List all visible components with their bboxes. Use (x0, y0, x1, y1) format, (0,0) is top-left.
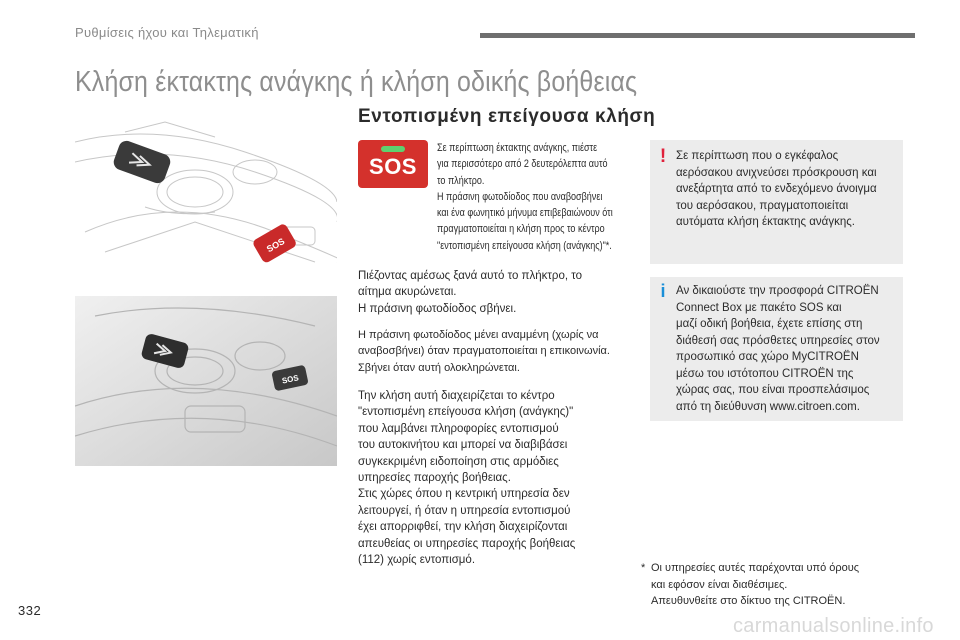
text-line: και εφόσον είναι διαθέσιμες. (651, 578, 788, 591)
text-line: μέσω του ιστότοπου CITROËN της (676, 367, 854, 380)
chapter-header: Ρυθμίσεις ήχου και Τηλεματική (75, 25, 259, 40)
text-line: Η πράσινη φωτοδίοδος μένει αναμμένη (χωρίς να (358, 329, 599, 341)
text-line: του αερόσακου, πραγματοποιείται (676, 199, 849, 212)
sos-desc-line: Σε περίπτωση έκτακτης ανάγκης, πιέστε (437, 142, 598, 154)
text-line: Την κλήση αυτή διαχειρίζεται το κέντρο (358, 390, 555, 402)
roof-console-drawing (75, 112, 337, 272)
text-line: Σε περίπτωση που ο εγκέφαλος (676, 150, 839, 162)
led-paragraph (358, 327, 643, 376)
text-line: υπηρεσίες παροχής βοήθειας. (358, 472, 511, 485)
warning-note-text (676, 148, 901, 231)
header-rule (480, 33, 915, 38)
text-line: απευθείας οι υπηρεσίες παροχής βοήθειας (358, 537, 576, 550)
warning-note (650, 140, 903, 264)
sos-desc-line: Η πράσινη φωτοδίοδος που αναβοσβήνει (437, 190, 603, 203)
roof-console-photo (75, 296, 337, 466)
roof-console-render (75, 296, 337, 466)
text-line: ανεξάρτητα από το ενδεχόμενο άνοιγμα (676, 183, 877, 195)
sos-description (437, 140, 613, 254)
sos-desc-line: για περισσότερο από 2 δευτερόλεπτα αυτό (437, 158, 608, 171)
roof-console-illustration (75, 112, 337, 272)
footnote-mark: * (641, 562, 646, 574)
sos-desc-line: πραγματοποιείται η κλήση προς το κέντρο (437, 223, 605, 236)
text-line: Connect Box με πακέτο SOS και (676, 301, 842, 314)
text-line: έχει απορριφθεί, την κλήση διαχειρίζονται (358, 521, 568, 534)
text-line: αερόσακου ανιχνεύσει πρόσκρουση και (676, 166, 877, 179)
sos-led-indicator (381, 146, 405, 152)
text-line: λειτουργεί, ή όταν η υπηρεσία εντοπισμού (358, 504, 571, 517)
text-line: Πιέζοντας αμέσως ξανά αυτό το πλήκτρο, το (358, 270, 583, 282)
sos-desc-line: "εντοπισμένη επείγουσα κλήση (ανάγκης)"*. (437, 239, 612, 252)
sos-small-label-2: SOS (281, 373, 300, 386)
text-line: Σβήνει όταν αυτή ολοκληρώνεται. (358, 361, 520, 374)
text-line: Αν δικαιούστε την προσφορά CITROËN (676, 285, 879, 297)
sos-desc-line: και ένα φωνητικό μήνυμα επιβεβαιώνουν ότι (437, 207, 613, 220)
call-centre-paragraph (358, 388, 633, 568)
text-line: μαζί οδική βοήθεια, έχετε επίσης στη (676, 318, 863, 330)
text-line: που λαμβάνει πληροφορίες εντοπισμού (358, 422, 559, 435)
text-line: αίτημα ακυρώνεται. (358, 286, 457, 299)
text-line: διάθεσή σας πρόσθετες υπηρεσίες στον (676, 334, 880, 347)
text-line: του αυτοκινήτου και μπορεί να διαβιβάσει (358, 439, 568, 452)
text-line: αυτόματα κλήση έκτακτης ανάγκης. (676, 216, 855, 228)
info-icon: i (660, 281, 666, 301)
text-line: Απευθυνθείτε στο δίκτυο της CITROËN. (651, 595, 846, 608)
text-line: Οι υπηρεσίες αυτές παρέχονται υπό όρους (651, 562, 860, 574)
text-line: Η πράσινη φωτοδίοδος σβήνει. (358, 302, 517, 315)
info-note-text (676, 283, 901, 415)
text-line: "εντοπισμένη επείγουσα κλήση (ανάγκης)" (358, 406, 574, 419)
sos-desc-line: το πλήκτρο. (437, 174, 485, 187)
page-title: Κλήση έκτακτης ανάγκης ή κλήση οδικής βοήθειας (75, 66, 638, 98)
footnote (641, 560, 911, 610)
section-title: Εντοπισμένη επείγουσα κλήση (358, 106, 656, 127)
text-line: συγκεκριμένη ειδοποίηση στις αρμόδιες (358, 455, 559, 468)
text-line: προσωπικό σας χώρο MyCITROËN (676, 351, 859, 363)
text-line: αναβοσβήνει) όταν πραγματοποιείται η επικοινωνία. (358, 345, 610, 358)
text-line: από τη διεύθυνση www.citroen.com. (676, 400, 860, 413)
sos-button (358, 140, 428, 188)
text-line: Στις χώρες όπου η κεντρική υπηρεσία δεν (358, 488, 570, 501)
exclamation-icon: ! (659, 146, 667, 167)
sos-small-label: SOS (264, 236, 287, 255)
text-line: (112) χωρίς εντοπισμό. (358, 554, 476, 567)
watermark: carmanualsonline.info (733, 615, 934, 637)
sos-button-label: SOS (369, 154, 417, 179)
info-note (650, 277, 903, 421)
text-line: χώρας σας, που είναι προσπελάσιμος (676, 384, 870, 396)
page-number: 332 (18, 603, 42, 618)
cancel-paragraph (358, 268, 638, 317)
